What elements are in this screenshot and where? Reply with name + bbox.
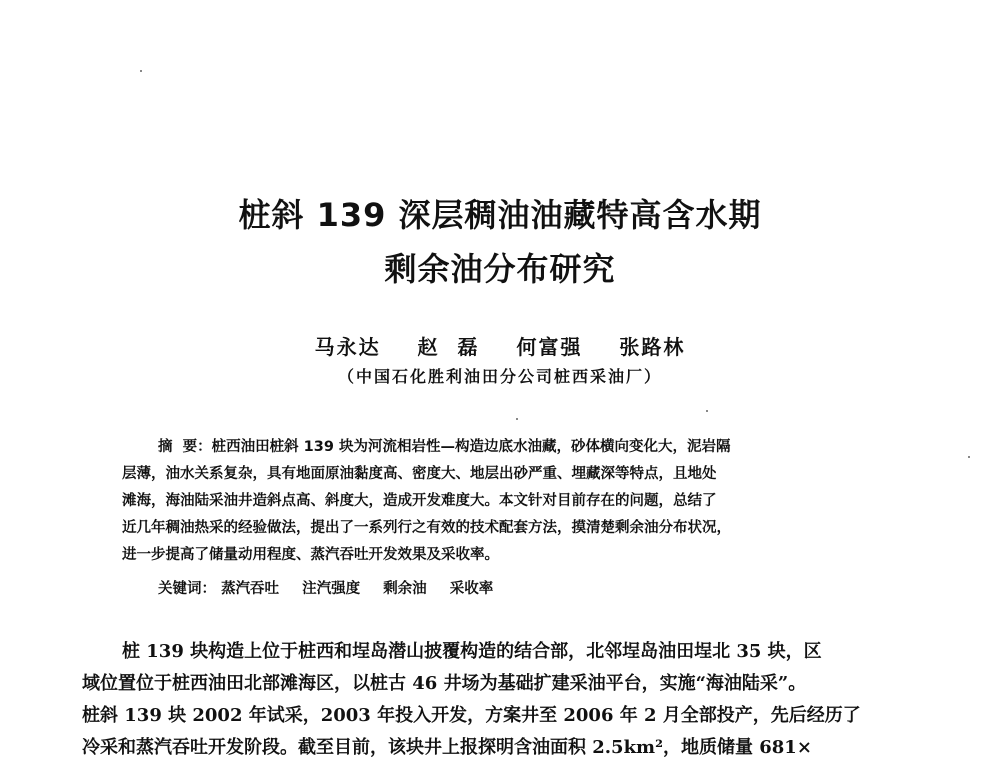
scan-speck — [516, 418, 518, 420]
abstract-label: 摘 要： — [158, 439, 212, 455]
abstract-text: 桩西油田桩斜 139 块为河流相岩性—构造边底水油藏，砂体横向变化大，泥岩隔 — [211, 439, 731, 455]
keyword: 剩余油 — [383, 581, 427, 597]
abstract-line: 近几年稠油热采的经验做法，提出了一系列行之有效的技术配套方法，摸清楚剩余油分布状况， — [122, 520, 731, 536]
paper-title-line-2: 剩余油分布研究 — [384, 250, 616, 288]
body-line: 桩斜 139 块 2002 年试采，2003 年投入开发，方案井至 2006 年 2 月全部投产，先后经历了 — [82, 705, 861, 726]
body-line: 桩 139 块构造上位于桩西和埕岛潜山披覆构造的结合部，北邻埕岛油田埕北 35 块，区 — [122, 641, 822, 662]
abstract-line: 层薄，油水关系复杂，具有地面原油黏度高、密度大、地层出砂严重、埋藏深等特点，且地处 — [122, 466, 717, 482]
abstract-line — [122, 434, 862, 461]
author-name: 何富强 — [516, 335, 583, 359]
author-list — [0, 331, 1000, 360]
keyword: 蒸汽吞吐 — [221, 581, 280, 597]
body-paragraph — [82, 636, 922, 764]
abstract-line: 进一步提高了储量动用程度、蒸汽吞吐开发效果及采收率。 — [122, 547, 499, 563]
author-name: 赵 磊 — [417, 335, 480, 359]
affiliation: （中国石化胜利油田分公司桩西采油厂） — [337, 367, 662, 386]
keyword: 采收率 — [449, 581, 494, 597]
body-line: 域位置位于桩西油田北部滩海区，以桩古 46 井场为基础扩建采油平台，实施“海油陆采”。 — [82, 673, 807, 694]
paper-title-line-1: 桩斜 139 深层稠油油藏特高含水期 — [238, 196, 762, 234]
abstract — [122, 434, 862, 569]
body-line: 冷采和蒸汽吞吐开发阶段。截至目前，该块井上报探明含油面积 2.5km²，地质储量 681× — [82, 737, 812, 758]
author-name: 马永达 — [314, 335, 381, 359]
keyword: 注汽强度 — [302, 581, 361, 597]
keywords-label: 关键词： — [158, 581, 216, 597]
keywords — [158, 577, 511, 598]
scan-speck — [968, 456, 970, 458]
scan-speck — [140, 70, 142, 72]
abstract-line: 滩海，海油陆采油井造斜点高、斜度大，造成开发难度大。本文针对目前存在的问题，总结了 — [122, 493, 717, 509]
scan-speck — [706, 410, 708, 412]
author-name: 张路林 — [619, 335, 686, 359]
